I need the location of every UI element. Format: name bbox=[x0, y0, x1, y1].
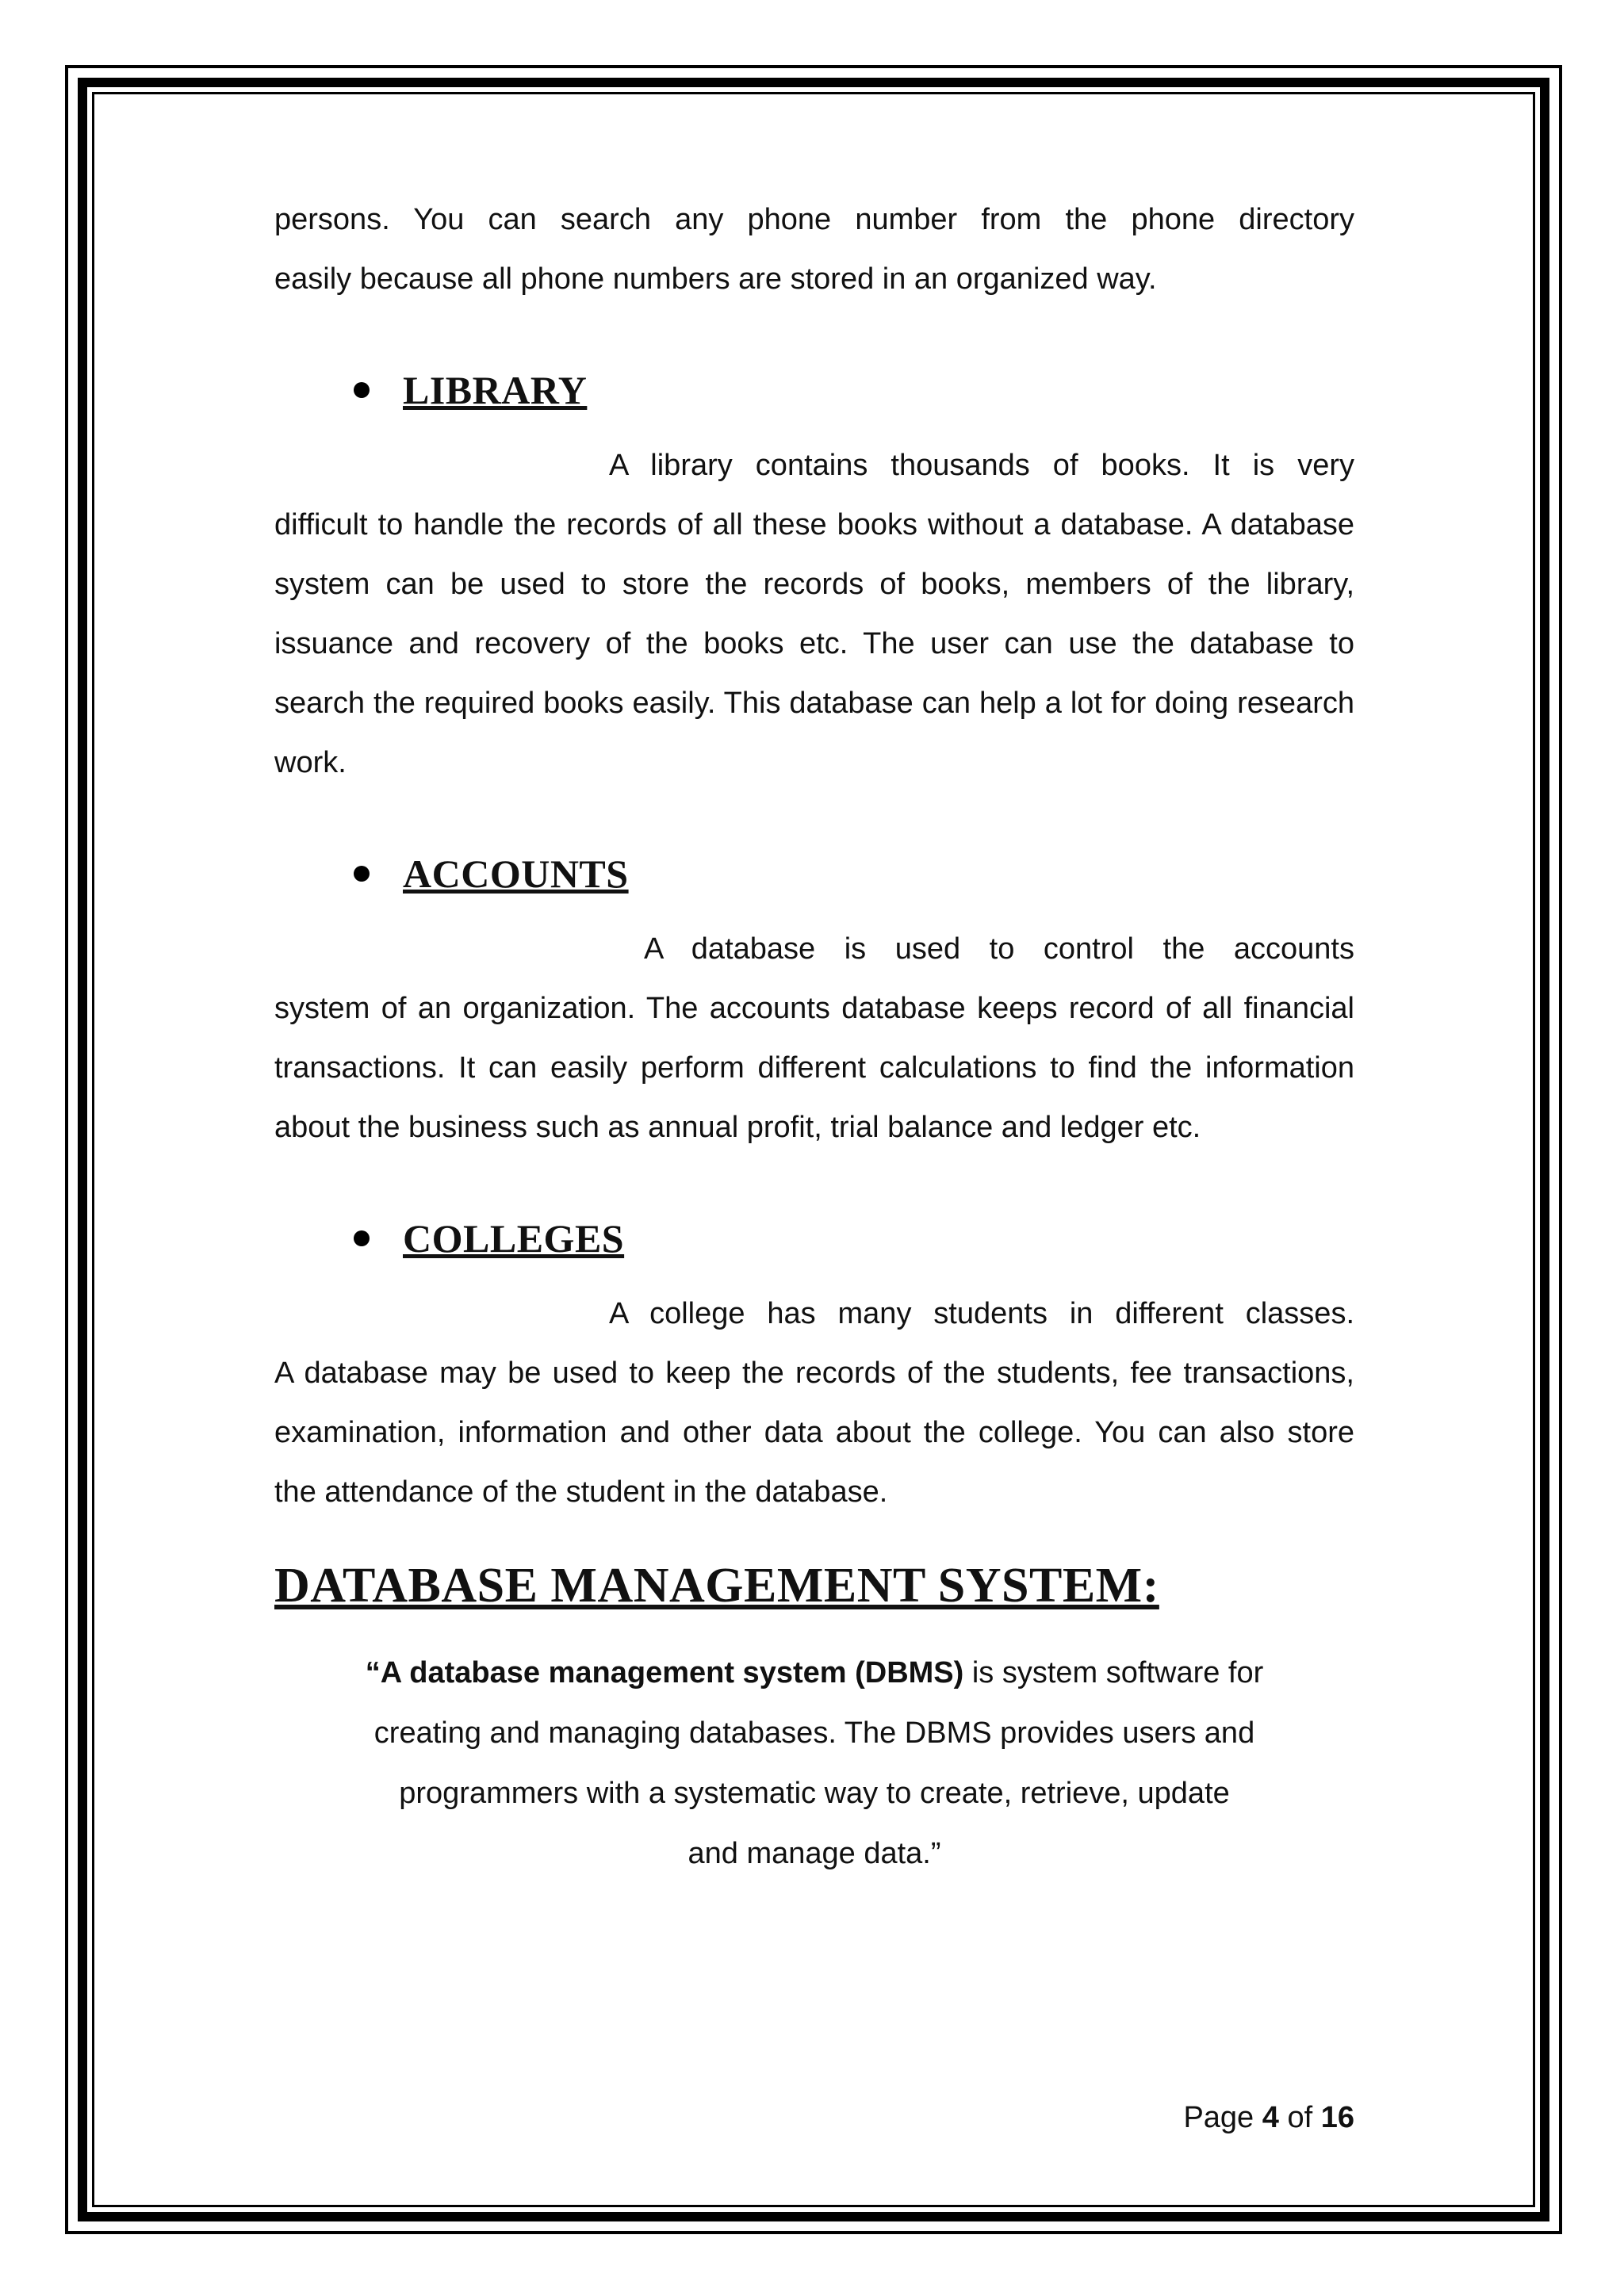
section-heading-accounts bbox=[354, 842, 1354, 905]
main-heading: DATABASE MANAGEMENT SYSTEM: bbox=[274, 1559, 1159, 1613]
section-title: ACCOUNTS bbox=[403, 851, 629, 896]
section-first-line: A college has many students in different classes. bbox=[609, 1297, 1354, 1330]
section-title: LIBRARY bbox=[403, 368, 588, 412]
page-number bbox=[1183, 2101, 1354, 2135]
dbms-definition-quote bbox=[274, 1643, 1354, 1884]
bullet-icon bbox=[354, 866, 370, 882]
bullet-icon bbox=[354, 382, 370, 398]
page-label: Page bbox=[1183, 2101, 1254, 2134]
section-body: system of an organization. The accounts database keeps record of all financial transactions. It can easily perform different calculations to find the information about the business such as annual profit, trial balance and ledger etc. bbox=[274, 992, 1354, 1144]
page-current: 4 bbox=[1262, 2101, 1279, 2134]
quote-line-1 bbox=[274, 1643, 1354, 1703]
quote-bold-term: “A database management system (DBMS) bbox=[365, 1656, 964, 1689]
quote-line-3: programmers with a systematic way to create, retrieve, update bbox=[399, 1777, 1230, 1810]
page-content bbox=[274, 190, 1354, 1884]
section-body: A database may be used to keep the records of the students, fee transactions, examination, information and other data about the college. You can also store the attendance of the student in the database. bbox=[274, 1357, 1354, 1509]
bullet-icon bbox=[354, 1230, 370, 1246]
page-total: 16 bbox=[1320, 2101, 1354, 2134]
section-heading-library bbox=[354, 358, 1354, 422]
of-label: of bbox=[1287, 2101, 1313, 2134]
section-first-line: A database is used to control the accounts bbox=[644, 932, 1354, 966]
quote-line-1-rest: is system software for bbox=[963, 1656, 1264, 1689]
section-first-line: A library contains thousands of books. It is very bbox=[609, 449, 1354, 482]
quote-line-2: creating and managing databases. The DBMS provides users and bbox=[373, 1716, 1255, 1750]
quote-line-4: and manage data.” bbox=[688, 1837, 941, 1870]
section-body: difficult to handle the records of all these books without a database. A database system can be used to store the records of books, members of the library, issuance and recovery of the books etc. The user can use the database to search the required books easily. This database can help a lot for doing research work. bbox=[274, 508, 1354, 779]
section-heading-colleges bbox=[354, 1207, 1354, 1270]
intro-line-2: easily because all phone numbers are stored in an organized way. bbox=[274, 262, 1157, 296]
section-title: COLLEGES bbox=[403, 1216, 625, 1261]
intro-line-1: persons. You can search any phone number from the phone directory bbox=[274, 203, 1354, 236]
